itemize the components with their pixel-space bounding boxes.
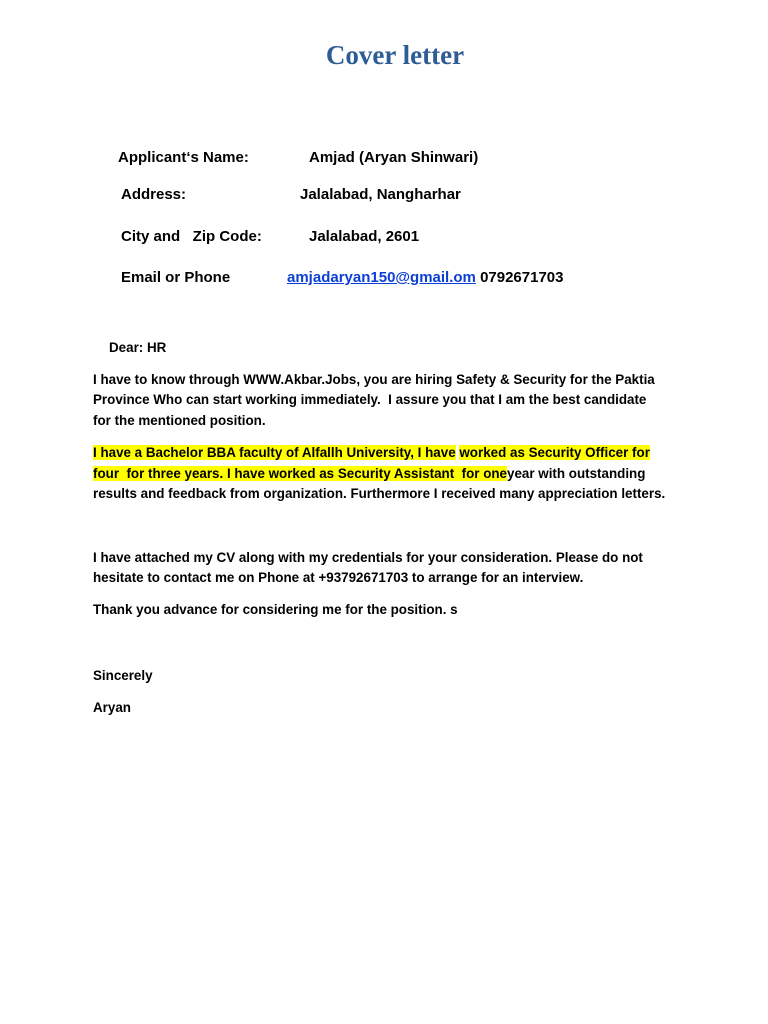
paragraph-3-line-2: hesitate to contact me on Phone at +93792671703 to arrange for an interview. [93, 570, 584, 585]
email-link[interactable]: amjadaryan150@gmail.om [287, 269, 476, 286]
highlighted-text: four for three years. I have worked as Security Assistant for one [93, 466, 508, 481]
highlighted-text: worked as Security Officer for [459, 445, 650, 460]
paragraph-1-line-3: for the mentioned position. [93, 413, 266, 428]
page-title: Cover letter [325, 40, 465, 70]
paragraph-1-line-1: I have to know through WWW.Akbar.Jobs, you are hiring Safety & Security for the Paktia [93, 372, 655, 387]
closing: Sincerely [93, 668, 153, 683]
city-zip-value: Jalalabad, 2601 [309, 228, 420, 245]
paragraph-2-line-1 [93, 443, 650, 464]
plain-text: year with outstanding [507, 466, 646, 481]
contact-value [287, 268, 564, 288]
greeting: Dear: HR [109, 340, 167, 355]
paragraph-1-line-2: Province Who can start working immediately. I assure you that I am the best candidate [93, 392, 647, 407]
paragraph-4: Thank you advance for considering me for the position. s [93, 602, 458, 617]
address-label: Address: [121, 186, 187, 203]
contact-label: Email or Phone [121, 269, 231, 286]
phone-number: 0792671703 [480, 269, 564, 286]
paragraph-3-line-1: I have attached my CV along with my credentials for your consideration. Please do not [93, 550, 643, 565]
paragraph-2-line-2 [93, 464, 645, 485]
signature: Aryan [93, 700, 131, 715]
address-value: Jalalabad, Nangharhar [300, 186, 461, 203]
city-zip-label: City and Zip Code: [121, 228, 262, 245]
highlighted-text: I have a Bachelor BBA faculty of Alfallh University, I have [93, 445, 456, 460]
name-label: Applicant‘s Name: [118, 149, 249, 166]
paragraph-2-line-3: results and feedback from organization. Furthermore I received many appreciation letters. [93, 486, 666, 501]
name-value: Amjad (Aryan Shinwari) [309, 149, 479, 166]
